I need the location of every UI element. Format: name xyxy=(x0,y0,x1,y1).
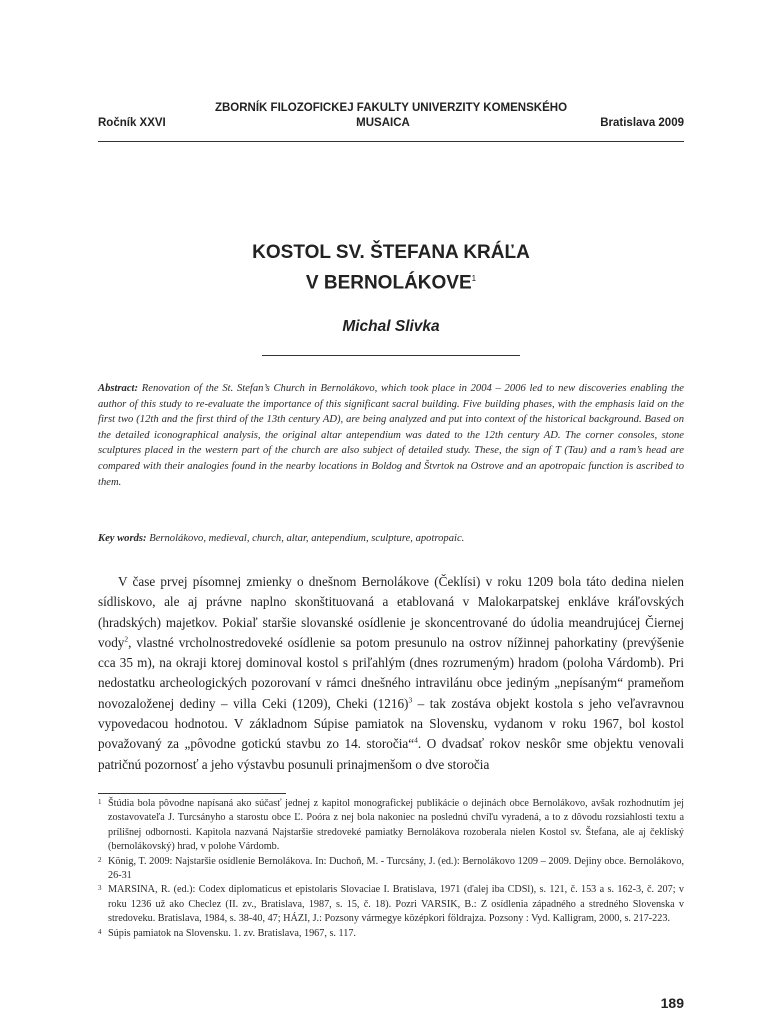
footnote-text: Štúdia bola pôvodne napísaná ako súčasť jednej z kapitol monografickej publikácie o dejinách obce Bernolákovo, avšak rozhodnutím jej zostavovateľa J. Turcsányho a starostu obce Ľ. Poóra z nej bola nakoniec na poslednú chvíľu vyradená, a to z dôvodu rozsiahlosti textu a prílišnej odbornosti. Kapitola nazvaná Najstaršie stredoveké pamiatky Bernolákova rozoberala nielen Kostol sv. Štefana, ale aj čeklíský (bernolákovský) hrad, v polohe Várdomb. xyxy=(108,798,684,853)
header-row xyxy=(98,116,684,131)
author-name: Michal Slivka xyxy=(342,318,440,335)
footnote xyxy=(98,855,684,884)
title-line-2-text: V BERNOLÁKOVE xyxy=(305,272,472,294)
title-line-1: KOSTOL SV. ŠTEFANA KRÁĽA xyxy=(252,242,530,263)
body-text xyxy=(98,572,684,775)
footnote-text: MARSINA, R. (ed.): Codex diplomaticus et epistolaris Slovaciae I. Bratislava, 1971 (ďalej iba CDSl), s. 121, č. 153 a s. 162-3, č. 207; v roku 1236 už ako Checlez (II. zv., Bratislava, 1987, s. 15, č. 18). Pozri VARSIK, B.: Z osídlenia západného a stredného Slovenska v stredoveku. Bratislava, 1984, s. 38-40, 47; HÁZI, J.: Pozsony vármegye középkori földrajza. Pozsony : Vyd. Kalligram, 2000, s. 217-223. xyxy=(108,884,684,925)
footnote xyxy=(98,927,684,941)
title-line-2 xyxy=(98,266,684,296)
keywords-label: Key words: xyxy=(98,533,147,544)
body-text-segment: , vlastné vrcholnostredoveké osídlenie sa potom presunulo na ostrov nížinnej pahorkatiny (prevýšenie cca 35 m), na okraji ktorej dominoval kostol s priľahlým (dnes rozrumeným) hradom (poloha Várdomb). Pri nedostatku archeologických pozorovaní v rámci dnešného intravilánu obce jediným „nepísaným“ prameňom novozaloženej dediny – villa Ceki (1209), Cheki (1216) xyxy=(98,634,684,711)
running-header xyxy=(98,101,684,131)
abstract xyxy=(98,381,684,490)
abstract-label: Abstract: xyxy=(98,383,139,394)
footnote-number: 2 xyxy=(98,855,102,864)
keywords xyxy=(98,531,684,546)
footnotes xyxy=(98,797,684,941)
abstract-text: Renovation of the St. Stefan’s Church in Bernolákovo, which took place in 2004 – 2006 led to new discoveries enabling the author of this study to re-evaluate the importance of this significant sacral building. Five building phases, with the emphasis laid on the first two (12th and the first third of the 13th century AD), are being analyzed and put into context of the historical background. Based on the detailed iconographical analysis, the original altar antependium was dated to the 12th century AD. The corner consoles, stone sculptures placed in the western part of the church are also subject of detailed study. These, the sign of T (Tau) and a ram’s head are compared with their analogies found in the nearby locations in Boldog and Štvrtok na Ostrove and an apotropaic function is ascribed to them. xyxy=(98,383,684,488)
footnote-text: Súpis pamiatok na Slovensku. 1. zv. Bratislava, 1967, s. 117. xyxy=(108,927,356,939)
body-text-segment: . O dvadsať rokov neskôr sme objektu venovali patričnú pozornosť a jeho výstavbu posunuli prinajmenšom o dve storočia xyxy=(98,736,684,772)
place-year-label: Bratislava 2009 xyxy=(600,117,684,129)
footnote-number: 1 xyxy=(98,798,102,806)
keywords-text: Bernolákovo, medieval, church, altar, antependium, sculpture, apotropaic. xyxy=(149,533,465,544)
body-text-segment: V čase prvej písomnej zmienky o dnešnom Bernolákove (Čeklísi) v roku 1209 bola táto dedina nielen sídliskovo, ale aj právne naplno skonštituovaná a etablovaná v Malokarpatskej enkláve kráľovských (hradských) majetkov. Pokiaľ staršie slovanské osídlenie je skoncentrované do údolia meandrujúcej Čiernej vody xyxy=(98,574,684,650)
body-paragraph xyxy=(98,572,684,775)
author-divider xyxy=(262,355,520,356)
series-label: MUSAICA xyxy=(356,117,410,129)
journal-title: ZBORNÍK FILOZOFICKEJ FAKULTY UNIVERZITY KOMENSKÉHO xyxy=(214,102,568,114)
footnote-number: 4 xyxy=(98,927,102,936)
volume-label: Ročník XXVI xyxy=(98,117,166,129)
footnote xyxy=(98,883,684,926)
page-number: 189 xyxy=(660,995,684,1011)
title-footnote-ref[interactable]: 1 xyxy=(471,274,477,283)
footnote xyxy=(98,797,684,855)
footnote-number: 3 xyxy=(98,884,102,893)
footnote-text: König, T. 2009: Najstaršie osídlenie Bernolákova. In: Duchoň, M. - Turcsány, J. (ed.): Bernolákovo 1209 – 2009. Dejiny obce. Bernolákovo, 26-31 xyxy=(108,855,684,882)
body-text-segment: – tak zostáva objekt kostola s jeho veľavravnou vypovedacou hodnotou. V základnom Súpise pamiatok na Slovensku, vydanom v roku 1967, bol kostol považovaný za „pôvodne gotickú stavbu zo 14. storočia“ xyxy=(98,695,684,752)
header-divider xyxy=(98,141,684,142)
footnote-divider xyxy=(98,793,286,794)
article-title xyxy=(98,240,684,296)
footnote-ref-3[interactable]: 3 xyxy=(408,695,413,705)
footnote-ref-2[interactable]: 2 xyxy=(124,634,129,644)
footnote-ref-4[interactable]: 4 xyxy=(414,735,418,745)
